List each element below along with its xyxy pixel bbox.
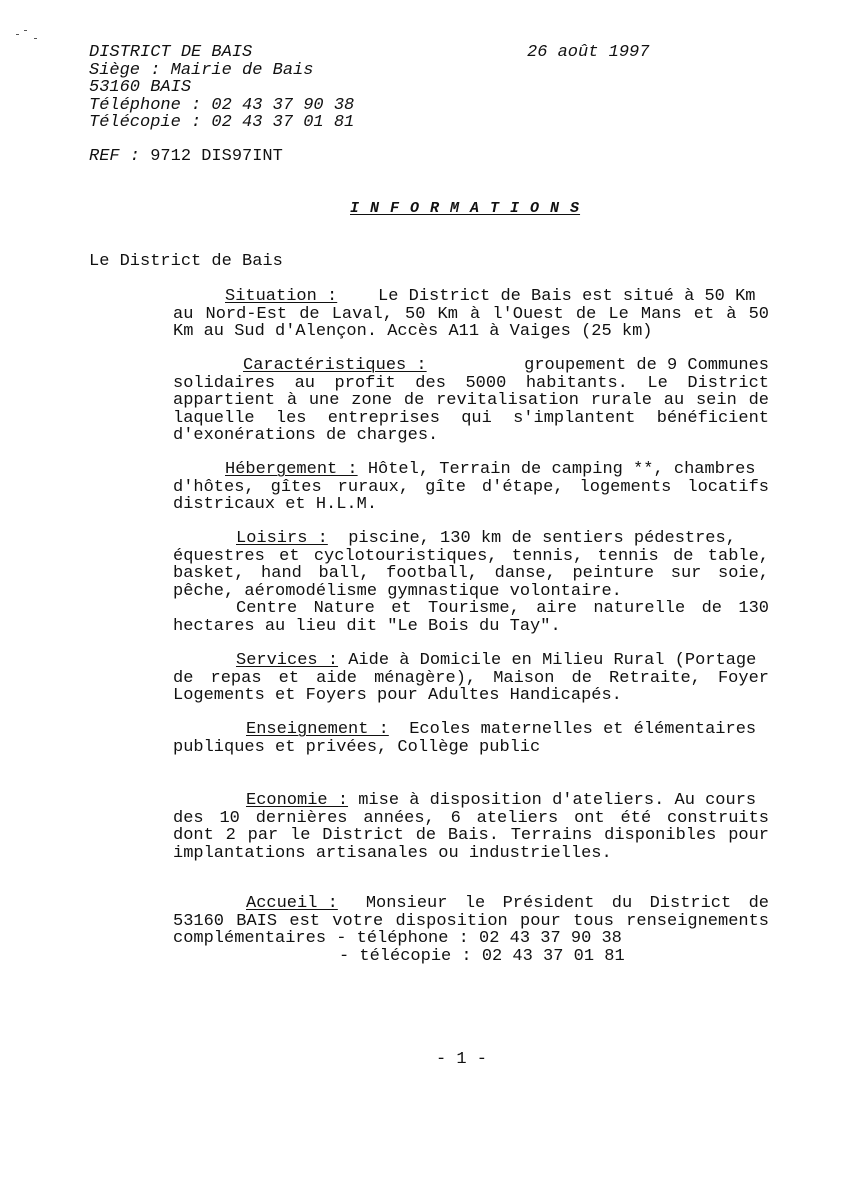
services-label: Services : [236, 651, 339, 670]
accueil-label: Accueil : [246, 894, 338, 913]
scan-speck [16, 34, 19, 35]
section-loisirs: Loisirs : piscine, 130 km de sentiers pédestres, équestres et cyclotouristiques, tennis, tennis de table, basket, hand ball, football, danse, peinture sur soie, pêche, aéromodélisme gymnastique volontaire. Centre Nature et Tourisme, aire naturelle de 130 hectares au lieu dit "Le Bois du Tay". [173, 529, 769, 636]
section-services: Services : Aide à Domicile en Milieu Rural (Portage de repas et aide ménagère), Maison de Retraite, Foyer Logements et Foyers pour Adultes Handicapés. [173, 651, 769, 705]
sender-name: DISTRICT DE BAIS [89, 43, 253, 62]
sender-phone: Téléphone : 02 43 37 90 38 [89, 95, 355, 115]
section-enseignement: Enseignement : Ecoles maternelles et élémentaires publiques et privées, Collège public [173, 720, 757, 757]
intro-line: Le District de Bais [89, 252, 283, 271]
page-title: I N F O R M A T I O N S [350, 200, 581, 217]
scan-speck [34, 38, 37, 39]
reference: REF : 9712 DIS97INT [89, 147, 283, 166]
section-economie: Economie : mise à disposition d'ateliers. Au cours des 10 dernières années, 6 ateliers ont été construits dont 2 par le District de Bais. Terrains disponibles pour implantations artisanales ou industrielles. [173, 791, 769, 863]
section-caracteristiques: Caractéristiques : groupement de 9 Communes solidaires au profit des 5000 habitants. Le District appartient à une zone de revitalisation rurale au sein de laquelle les entreprises qui s'implantent bénéficient d'exonérations de charges. [173, 356, 769, 445]
hebergement-label: Hébergement : [225, 460, 358, 479]
page-number: - 1 - [436, 1050, 488, 1069]
section-accueil: Accueil : Monsieur le Président du District de 53160 BAIS est votre disposition pour tous renseignements complémentaires - téléphone : 02 43 37 90 38 - télécopie : 02 43 37 01 81 [173, 894, 769, 966]
section-situation: Situation : Le District de Bais est situé à 50 Km au Nord-Est de Laval, 50 Km à l'Ouest de Le Mans et à 50 Km au Sud d'Alençon. Accès A11 à Vaiges (25 km) [173, 287, 769, 341]
sender-postcode: 53160 BAIS [89, 78, 192, 97]
enseignement-label: Enseignement : [246, 720, 389, 739]
sender-seat: Siège : Mairie de Bais [89, 60, 314, 80]
loisirs-label: Loisirs : [236, 529, 328, 548]
section-hebergement: Hébergement : Hôtel, Terrain de camping **, chambres d'hôtes, gîtes ruraux, gîte d'étape, logements locatifs districaux et H.L.M. [173, 460, 769, 514]
scan-speck [24, 30, 27, 31]
sender-fax: Télécopie : 02 43 37 01 81 [89, 113, 355, 132]
document-date: 26 août 1997 [527, 43, 650, 62]
caracteristiques-label: Caractéristiques : [243, 356, 427, 375]
situation-label: Situation : [225, 287, 338, 306]
economie-label: Economie : [246, 791, 349, 810]
